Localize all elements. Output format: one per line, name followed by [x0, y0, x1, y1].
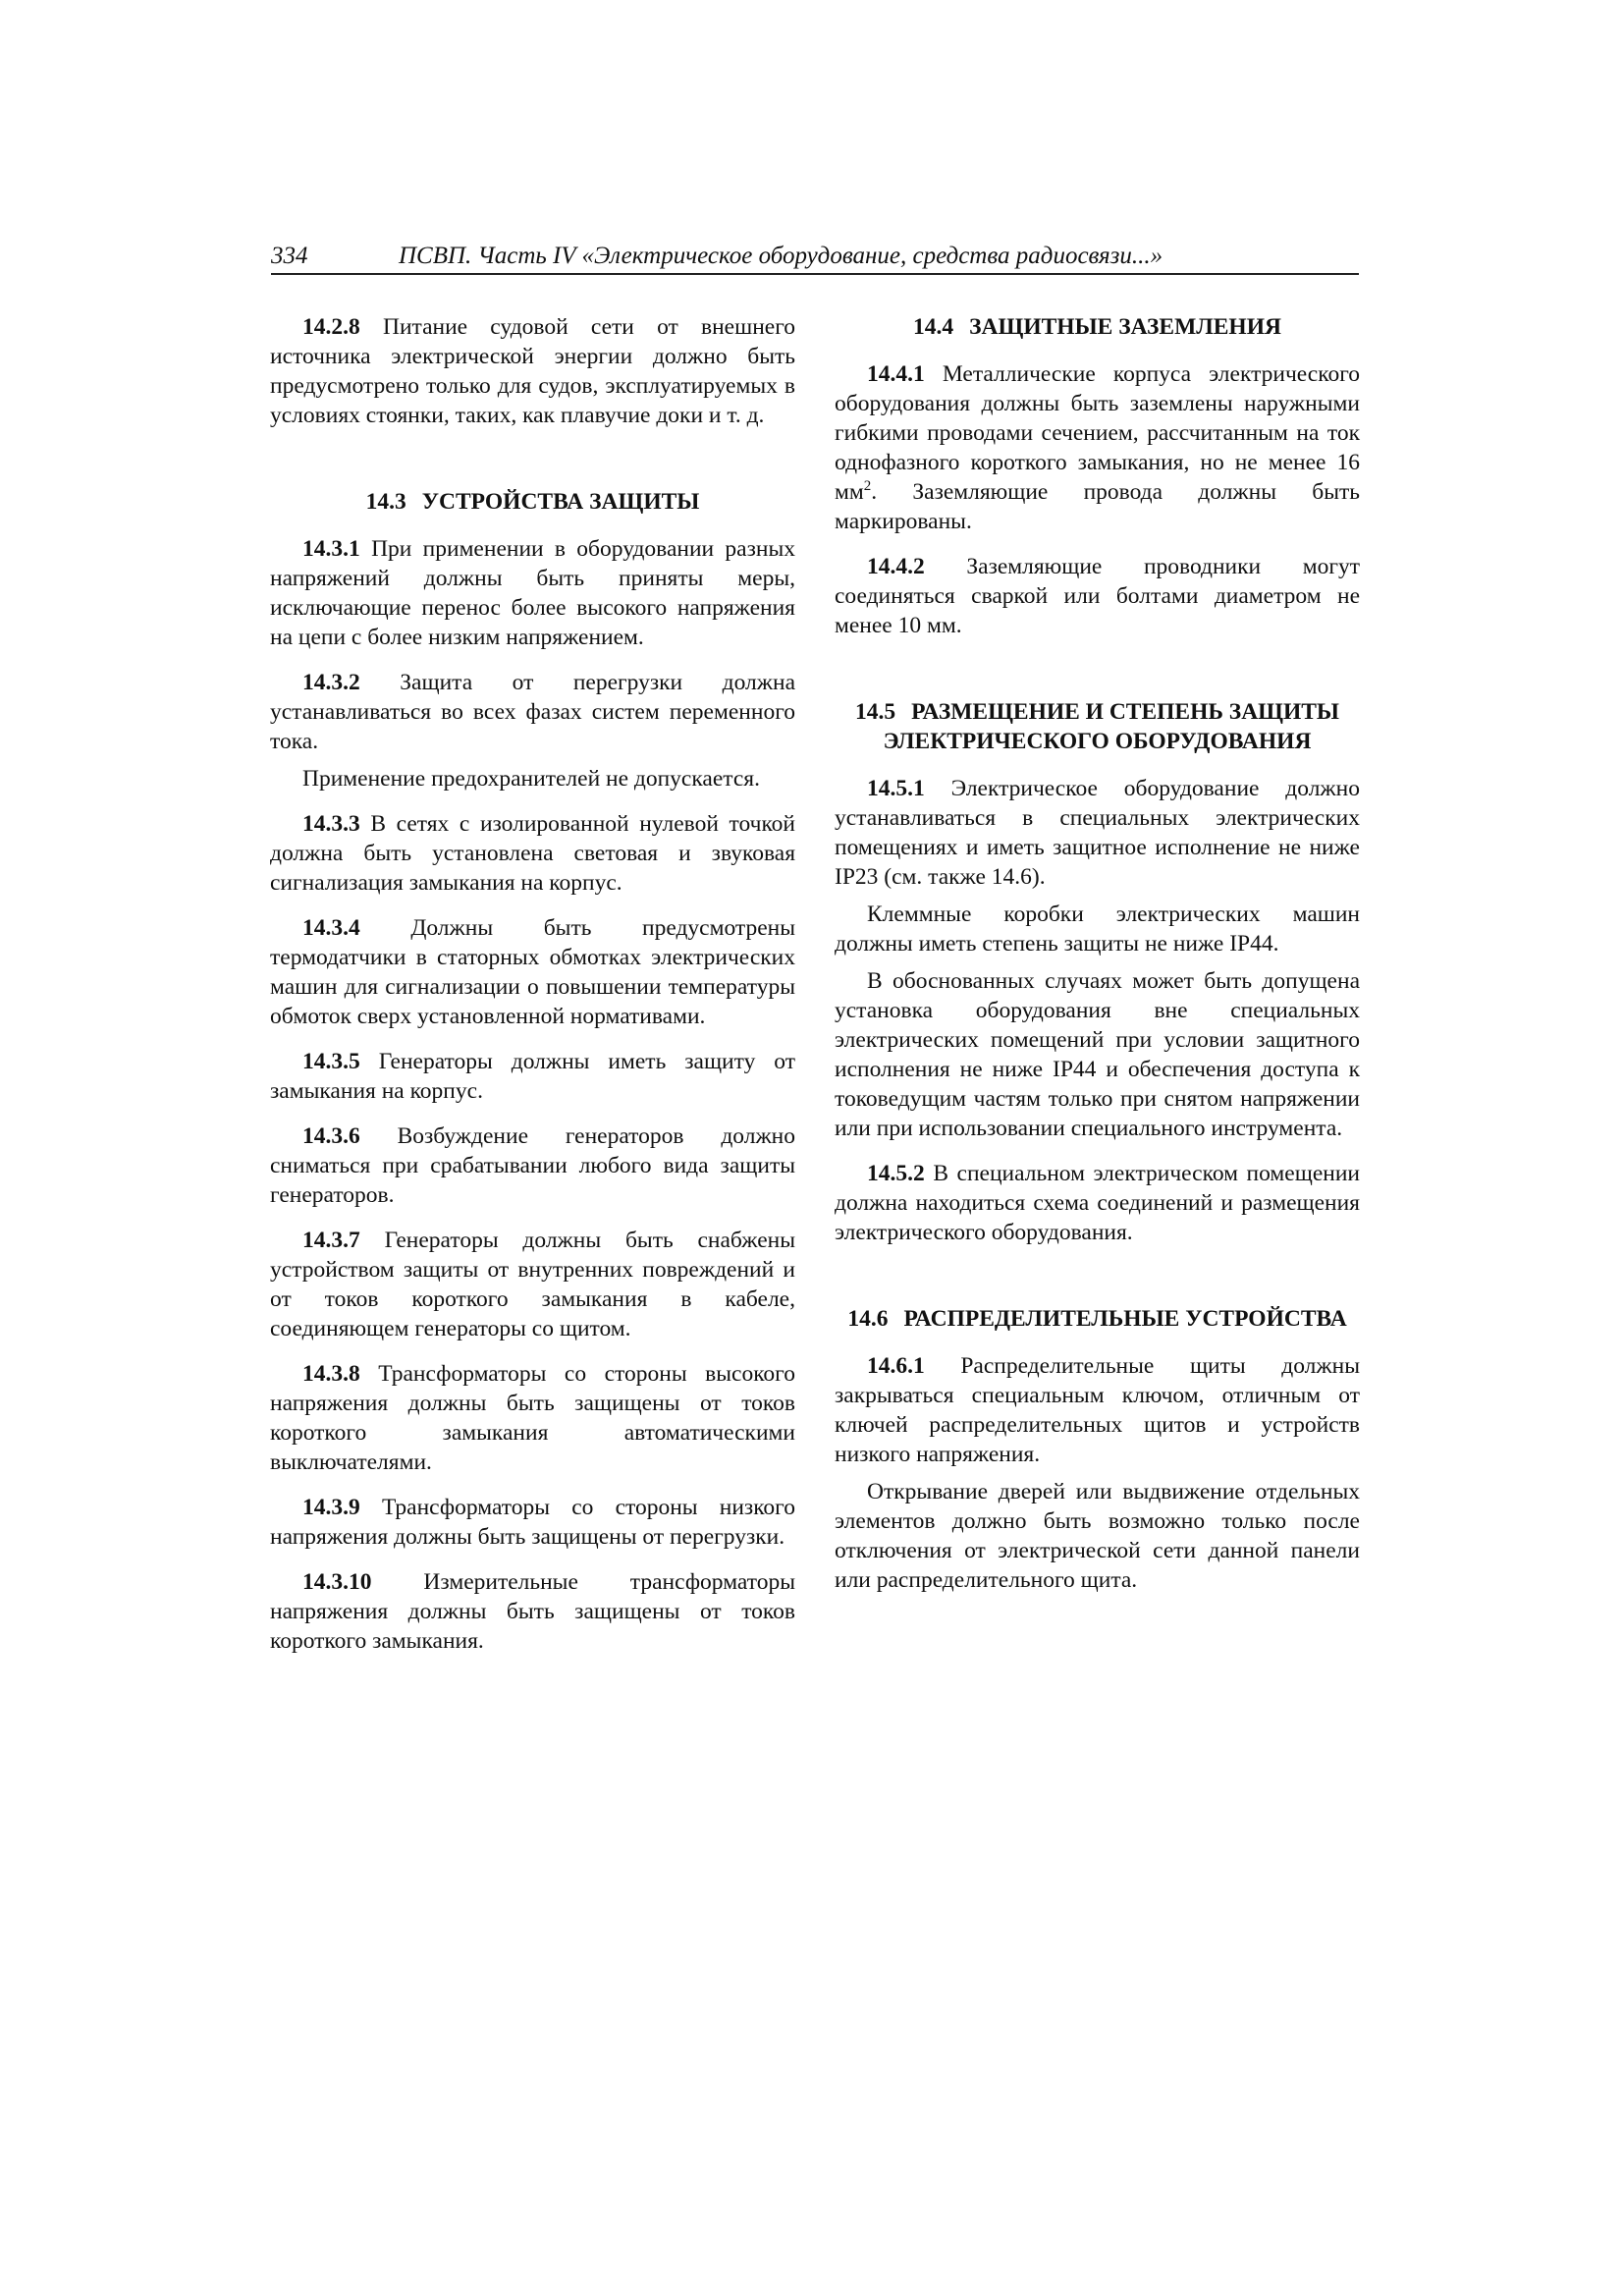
clause-number: 14.6.1 — [867, 1353, 925, 1379]
clause-number: 14.3.10 — [302, 1569, 372, 1595]
clause-number: 14.3.2 — [302, 670, 360, 695]
clause-text: При применении в оборудовании разных напряжений должны быть приняты меры, исключающие перенос более высокого напряжения на цепи с более низким напряжением. — [270, 536, 796, 650]
clause-paragraph — [270, 809, 795, 898]
clause-text-after: . Заземляющие провода должны быть маркированы. — [835, 479, 1360, 534]
clause-text: Электрическое оборудование должно устанавливаться в специальных электрических помещениях и иметь защитное исполнение не ниже IP23 (см. также 14.6). — [835, 776, 1360, 890]
clause-text: Питание судовой сети от внешнего источника электрической энергии должно быть предусмотрено только для судов, эксплуатируемых в условиях стоянки, таких, как плавучие доки и т. д. — [270, 314, 796, 428]
clause-text: Клеммные коробки электрических машин должны иметь степень защиты не ниже IP44. — [835, 902, 1360, 957]
clause-number: 14.5.1 — [867, 776, 925, 801]
clause-number: 14.3.9 — [302, 1495, 360, 1520]
clause-paragraph — [270, 1226, 795, 1343]
clause-text: Применение предохранителей не допускается. — [302, 766, 760, 792]
clause-text: В обоснованных случаях может быть допущена установка оборудования вне специальных электрических помещений при условии защитного исполнения не ниже IP44 и обеспечения доступа к токоведущим частям только при снятом напряжении или при использовании специального инструмента. — [835, 968, 1360, 1141]
clause-number: 14.4.1 — [867, 361, 925, 387]
clause-paragraph — [270, 1047, 795, 1106]
section-number: 14.5 — [854, 699, 896, 725]
clause-text: Генераторы должны быть снабжены устройством защиты от внутренних повреждений и от токов короткого замыкания в кабеле, соединяющем генераторы со щитом. — [270, 1228, 796, 1341]
clause-text: Должны быть предусмотрены термодатчики в статорных обмотках электрических машин для сигнализации о повышении температуры обмоток сверх установленной нормативами. — [270, 915, 796, 1029]
clause-text: Генераторы должны иметь защиту от замыкания на корпус. — [270, 1049, 796, 1104]
clause-paragraph — [270, 312, 795, 430]
clause-text: Трансформаторы со стороны высокого напряжения должны быть защищены от токов короткого замыкания автоматическими выключателями. — [270, 1361, 795, 1475]
clause-paragraph — [835, 1159, 1360, 1247]
clause-paragraph — [835, 552, 1360, 640]
clause-text: Открывание дверей или выдвижение отдельных элементов должно быть возможно только после отключения от электрической сети данной панели или распределительного щита. — [835, 1479, 1360, 1593]
clause-paragraph — [270, 668, 795, 756]
page-number: 334 — [271, 243, 308, 269]
clause-number: 14.5.2 — [867, 1161, 925, 1186]
clause-paragraph — [835, 774, 1360, 892]
clause-paragraph — [270, 1359, 795, 1477]
clause-text: Защита от перегрузки должна устанавливаться во всех фазах систем переменного тока. — [270, 670, 796, 754]
section-number: 14.3 — [365, 489, 406, 515]
clause-text: Возбуждение генераторов должно сниматься при срабатывании любого вида защиты генераторов. — [270, 1123, 796, 1208]
clause-number: 14.3.4 — [302, 915, 360, 941]
section-heading — [270, 487, 795, 517]
clause-text: В специальном электрическом помещении должна находиться схема соединений и размещения электрического оборудования. — [835, 1161, 1360, 1245]
section-title: ЗАЩИТНЫЕ ЗАЗЕМЛЕНИЯ — [969, 314, 1281, 340]
clause-paragraph — [270, 534, 795, 652]
running-title: ПСВП. Часть IV «Электрическое оборудование, средства радиосвязи...» — [399, 243, 1163, 269]
section-number: 14.4 — [913, 314, 954, 340]
clause-text: Металлические корпуса электрического оборудования должны быть заземлены наружными гибкими проводами сечением, рассчитанным на ток однофазного короткого замыкания, но не менее 16 мм — [835, 361, 1360, 505]
right-column — [835, 312, 1360, 1595]
clause-number: 14.4.2 — [867, 554, 925, 579]
clause-text: Измерительные трансформаторы напряжения должны быть защищены от токов короткого замыкания. — [270, 1569, 795, 1654]
clause-paragraph — [835, 1351, 1360, 1469]
continuation-paragraph — [835, 1477, 1360, 1595]
clause-number: 14.3.5 — [302, 1049, 360, 1074]
clause-number: 14.3.7 — [302, 1228, 360, 1253]
section-number: 14.6 — [847, 1306, 889, 1332]
superscript: 2 — [863, 478, 872, 495]
clause-number: 14.3.3 — [302, 811, 360, 837]
page-header — [271, 240, 1359, 275]
continuation-paragraph — [835, 900, 1360, 958]
clause-paragraph — [270, 1121, 795, 1210]
clause-text: Заземляющие проводники могут соединяться сваркой или болтами диаметром не менее 10 мм. — [835, 554, 1361, 638]
clause-number: 14.2.8 — [302, 314, 360, 340]
clause-paragraph — [270, 1567, 795, 1656]
clause-paragraph — [270, 1493, 795, 1552]
continuation-paragraph — [835, 966, 1360, 1143]
clause-paragraph — [270, 913, 795, 1031]
continuation-paragraph — [270, 764, 795, 793]
section-title: РАЗМЕЩЕНИЕ И СТЕПЕНЬ ЗАЩИТЫ ЭЛЕКТРИЧЕСКОГО ОБОРУДОВАНИЯ — [883, 699, 1340, 754]
section-heading — [835, 312, 1360, 342]
section-heading — [835, 1304, 1360, 1334]
clause-number: 14.3.6 — [302, 1123, 360, 1149]
clause-text: В сетях с изолированной нулевой точкой должна быть установлена световая и звуковая сигнализация замыкания на корпус. — [270, 811, 795, 896]
section-title: УСТРОЙСТВА ЗАЩИТЫ — [421, 489, 700, 515]
clause-number: 14.3.8 — [302, 1361, 360, 1387]
clause-number: 14.3.1 — [302, 536, 360, 562]
left-column — [270, 312, 795, 1656]
clause-text: Распределительные щиты должны закрываться специальным ключом, отличным от ключей распределительных щитов и устройств низкого напряжения. — [835, 1353, 1360, 1467]
section-title: РАСПРЕДЕЛИТЕЛЬНЫЕ УСТРОЙСТВА — [903, 1306, 1347, 1332]
clause-text: Трансформаторы со стороны низкого напряжения должны быть защищены от перегрузки. — [270, 1495, 795, 1550]
clause-paragraph — [835, 359, 1360, 536]
section-heading — [835, 697, 1360, 756]
